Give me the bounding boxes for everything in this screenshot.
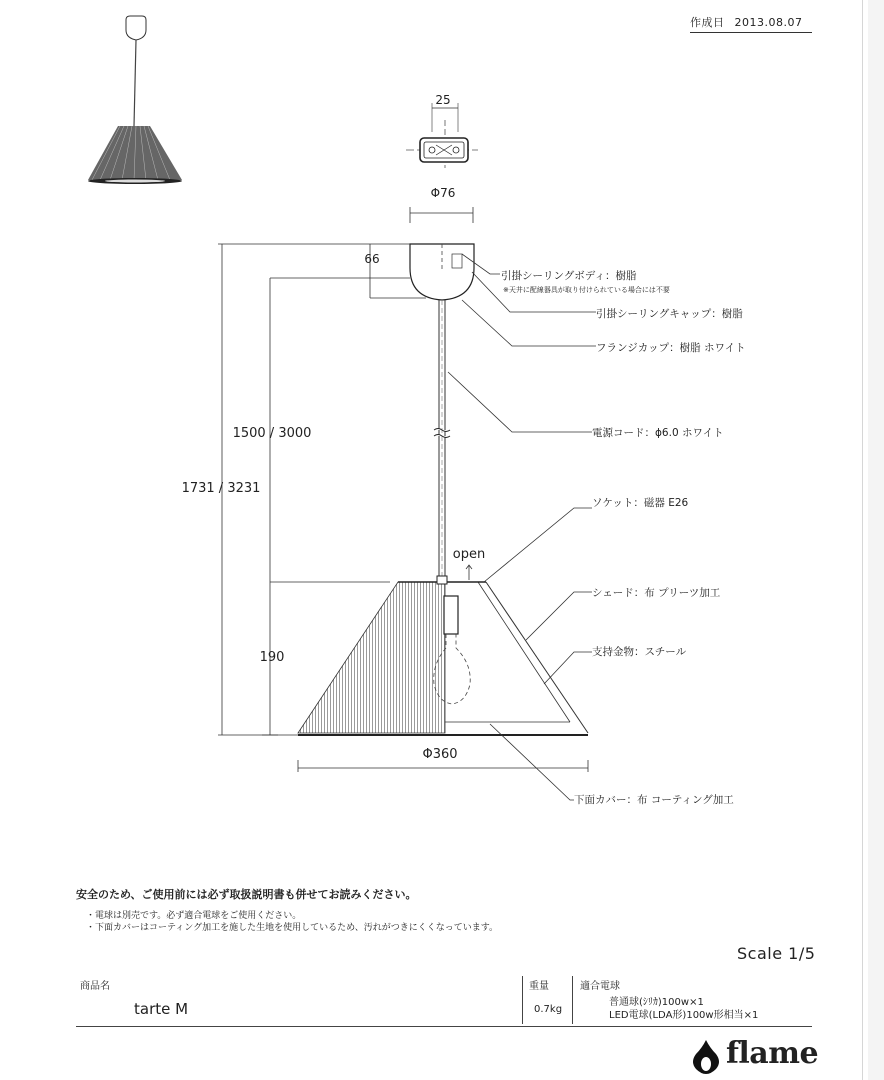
open-label: open bbox=[452, 547, 486, 562]
callout-shade: シェード：布 プリーツ加工 bbox=[592, 587, 721, 599]
ceiling-cap-top-view bbox=[406, 103, 478, 168]
leader-lines bbox=[448, 254, 596, 800]
flame-logo-icon bbox=[688, 1036, 724, 1076]
dim-1731-3231-label: 1731 / 3231 bbox=[181, 481, 261, 496]
divider bbox=[522, 976, 523, 1024]
bulb-1: 普通球(ｼﾘｶ)100w×1 bbox=[609, 997, 704, 1008]
divider bbox=[572, 976, 573, 1024]
weight-label: 重量 bbox=[529, 981, 549, 992]
dim-phi360-label: Φ360 bbox=[422, 747, 458, 762]
dim-1500-3000-label: 1500 / 3000 bbox=[232, 426, 312, 441]
title-block bbox=[76, 972, 812, 1027]
safety-notes bbox=[76, 888, 498, 934]
product-label: 商品名 bbox=[80, 981, 110, 992]
callout-ceiling-body: 引掛シーリングボディ：樹脂 bbox=[501, 270, 637, 282]
brand-name: flame bbox=[726, 1036, 819, 1071]
product-name: tarte M bbox=[134, 1000, 189, 1018]
page-edge bbox=[868, 0, 884, 1080]
dim-phi76-label: Φ76 bbox=[430, 186, 456, 200]
dim-190-label: 190 bbox=[259, 650, 285, 665]
power-cord bbox=[434, 300, 450, 578]
callout-ceiling-body-note: ※天井に配線器具が取り付けられている場合には不要 bbox=[503, 286, 670, 294]
notes-heading: 安全のため、ご使用前には必ず取扱説明書も併せてお読みください。 bbox=[76, 888, 417, 901]
scale-label: Scale 1/5 bbox=[737, 944, 816, 963]
dim-66-label: 66 bbox=[364, 252, 380, 266]
note-item: ・下面カバーはコーティング加工を施した生地を使用しているため、汚れがつきにくくなっています。 bbox=[86, 923, 499, 933]
dim-25-label: 25 bbox=[435, 93, 451, 107]
callout-bottom-cover: 下面カバー：布 コーティング加工 bbox=[574, 794, 734, 806]
date-label: 作成日 bbox=[690, 16, 725, 29]
callout-support: 支持金物：スチール bbox=[592, 646, 687, 658]
bulb-label: 適合電球 bbox=[580, 981, 620, 992]
callout-power-cord: 電源コード：ϕ6.0 ホワイト bbox=[592, 427, 724, 439]
callout-flange-cup: フランジカップ：樹脂 ホワイト bbox=[596, 342, 746, 354]
lamp-shade bbox=[298, 576, 588, 735]
bulb-2: LED電球(LDA形)100w形相当×1 bbox=[609, 1010, 759, 1021]
callout-ceiling-cap: 引掛シーリングキャップ：樹脂 bbox=[596, 308, 743, 320]
brand-logo bbox=[688, 1036, 819, 1076]
callout-socket: ソケット：磁器 E26 bbox=[592, 497, 689, 509]
dim-phi76-line bbox=[410, 207, 473, 223]
weight-value: 0.7kg bbox=[534, 1004, 563, 1015]
note-item: ・電球は別売です。必ず適合電球をご使用ください。 bbox=[86, 911, 302, 921]
ceiling-body bbox=[410, 244, 474, 300]
date-value: 2013.08.07 bbox=[734, 16, 803, 29]
thumbnail-lamp-icon bbox=[88, 16, 182, 184]
open-arrow-icon bbox=[466, 565, 472, 580]
